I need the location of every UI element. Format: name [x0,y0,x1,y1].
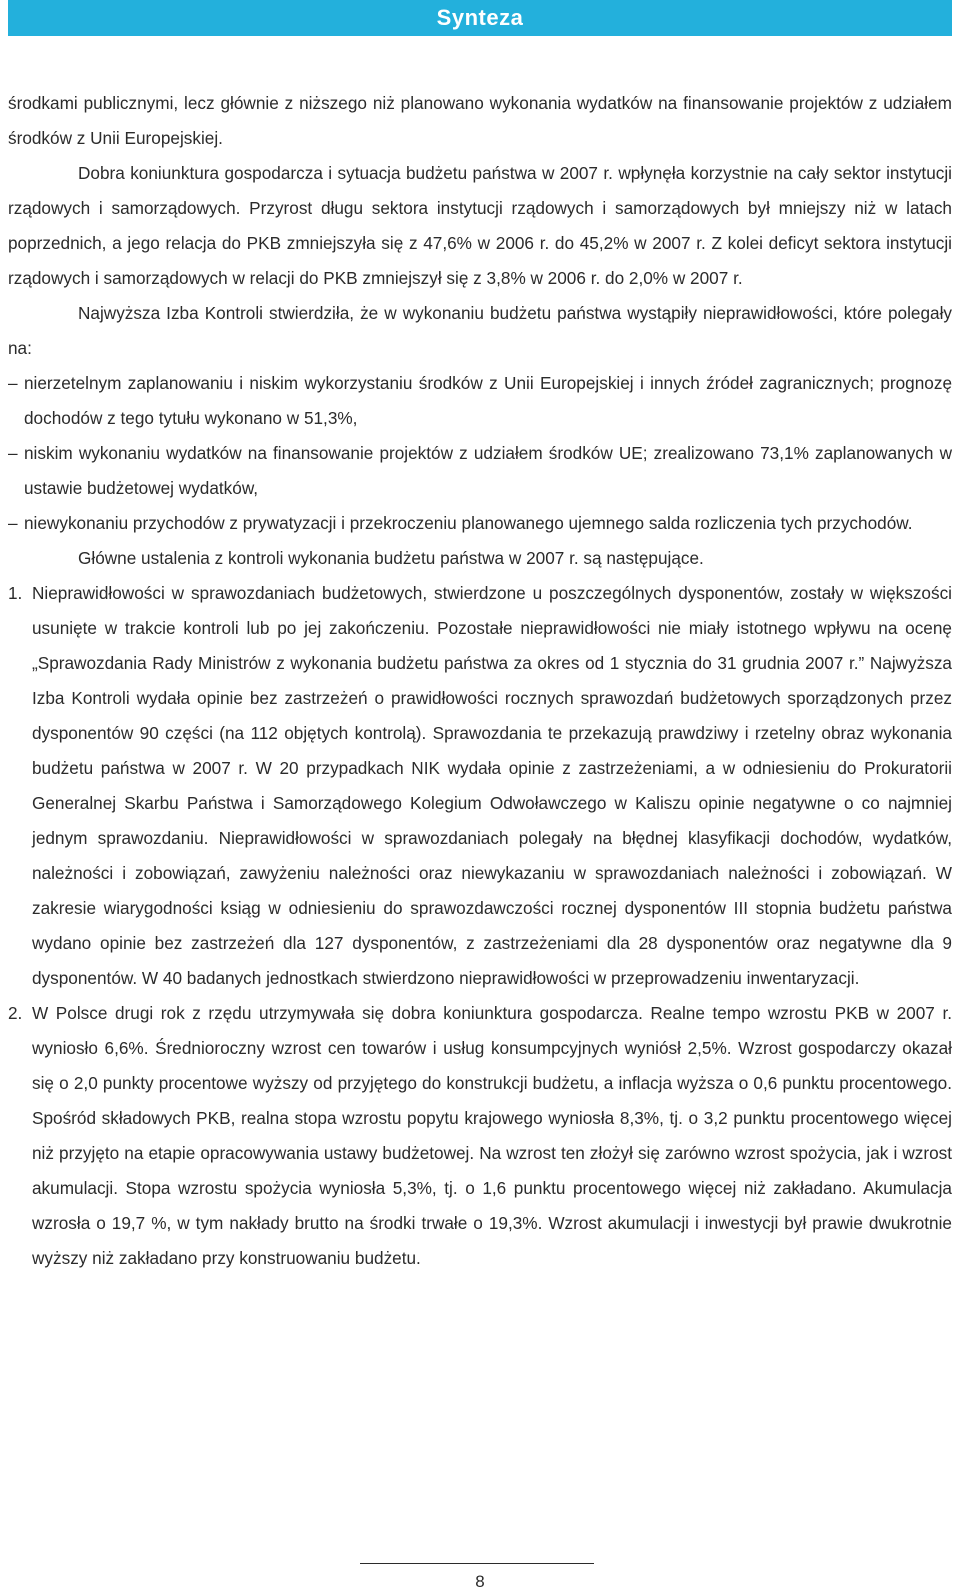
numbered-item-text: Nieprawidłowości w sprawozdaniach budżetowych, stwierdzone u poszczególnych dysponentów, zostały w większości usunięte w trakcie kontroli lub po jej zakończeniu. Pozostałe nieprawidłowości nie miały istotnego wpływu na ocenę „Sprawozdania Rady Ministrów z wykonania budżetu państwa za okres od 1 stycznia do 31 grudnia 2007 r.” Najwyższa Izba Kontroli wydała opinie bez zastrzeżeń o prawidłowości rocznych sprawozdań budżetowych sporządzonych przez dysponentów 90 części (na 112 objętych kontrolą). Sprawozdania te przekazują prawdziwy i rzetelny obraz wykonania budżetu państwa w 2007 r. W 20 przypadkach NIK wydała opinie z zastrzeżeniami, a w odniesieniu do Prokuratorii Generalnej Skarbu Państwa i Samorządowego Kolegium Odwoławczego w Kaliszu opinie negatywne o co najmniej jednym sprawozdaniu. Nieprawidłowości w sprawozdaniach polegały na błędnej klasyfikacji dochodów, wydatków, należności i zobowiązań, zawyżeniu należności oraz niewykazaniu w sprawozdaniach należności i zobowiązań. W zakresie wiarygodności ksiąg w odniesieniu do sprawozdawczości rocznej dysponentów III stopnia budżetu państwa wydano opinie bez zastrzeżeń dla 127 dysponentów, z zastrzeżeniami dla 28 dysponentów oraz negatywne dla 9 dysponentów. W 40 badanych jednostkach stwierdzono nieprawidłowości w przeprowadzeniu inwentaryzacji. [32,583,952,988]
list-item-text: nierzetelnym zaplanowaniu i niskim wykorzystaniu środków z Unii Europejskiej i innych źródeł zagranicznych; prognozę dochodów z tego tytułu wykonano w 51,3%, [24,373,952,428]
section-header-bar [8,0,952,36]
item-number: 1. [8,583,23,603]
item-number: 2. [8,1003,23,1023]
dash-marker: – [8,513,18,533]
list-item [8,506,952,541]
numbered-item [8,996,952,1276]
numbered-item [8,576,952,996]
section-title: Synteza [436,5,524,30]
paragraph-economy-deficit: Dobra koniunktura gospodarcza i sytuacja budżetu państwa w 2007 r. wpłynęła korzystnie na cały sektor instytucji rządowych i samorządowych. Przyrost długu sektora instytucji rządowych i samorządowych był mniejszy niż w latach poprzednich, a jego relacja do PKB zmniejszyła się z 47,6% w 2006 r. do 45,2% w 2007 r. Z kolei deficyt sektora instytucji rządowych i samorządowych w relacji do PKB zmniejszył się z 3,8% w 2006 r. do 2,0% w 2007 r. [8,163,952,288]
footer-divider [360,1563,594,1564]
page-number: 8 [475,1572,485,1591]
paragraph-continuation: środkami publicznymi, lecz głównie z niższego niż planowano wykonania wydatków na finansowanie projektów z udziałem środków z Unii Europejskiej. [8,93,952,148]
numbered-list [8,576,952,1276]
paragraph-main-findings-intro: Główne ustalenia z kontroli wykonania budżetu państwa w 2007 r. są następujące. [78,548,704,568]
dash-marker: – [8,373,18,393]
dash-list [8,366,952,541]
list-item [8,436,952,506]
list-item [8,366,952,436]
dash-marker: – [8,443,18,463]
numbered-item-text: W Polsce drugi rok z rzędu utrzymywała się dobra koniunktura gospodarcza. Realne tempo wzrostu PKB w 2007 r. wyniosło 6,6%. Średnioroczny wzrost cen towarów i usług konsumpcyjnych wyniósł 2,5%. Wzrost gospodarczy okazał się o 2,0 punkty procentowe wyższy od przyjętego do konstrukcji budżetu, a inflacja wyższa o 0,6 punktu procentowego. Spośród składowych PKB, realna stopa wzrostu popytu krajowego wyniosła 8,3%, tj. o 3,2 punktu procentowego więcej niż przyjęto na etapie opracowywania ustawy budżetowej. Na wzrost ten złożył się zarówno wzrost spożycia, jak i wzrost akumulacji. Stopa wzrostu spożycia wyniosła 5,3%, tj. o 1,6 punktu procentowego więcej niż zakładano. Akumulacja wzrosła o 19,7 %, w tym nakłady brutto na środki trwałe o 19,3%. Wzrost akumulacji i inwestycji był prawie dwukrotnie wyższy niż zakładano przy konstruowaniu budżetu. [32,1003,952,1268]
document-body [8,86,952,1276]
list-item-text: niskim wykonaniu wydatków na finansowanie projektów z udziałem środków UE; zrealizowano 73,1% zaplanowanych w ustawie budżetowej wydatków, [24,443,952,498]
paragraph-nik-findings-intro: Najwyższa Izba Kontroli stwierdziła, że w wykonaniu budżetu państwa wystąpiły nieprawidłowości, które polegały na: [8,303,952,358]
list-item-text: niewykonaniu przychodów z prywatyzacji i przekroczeniu planowanego ujemnego salda rozliczenia tych przychodów. [24,513,913,533]
